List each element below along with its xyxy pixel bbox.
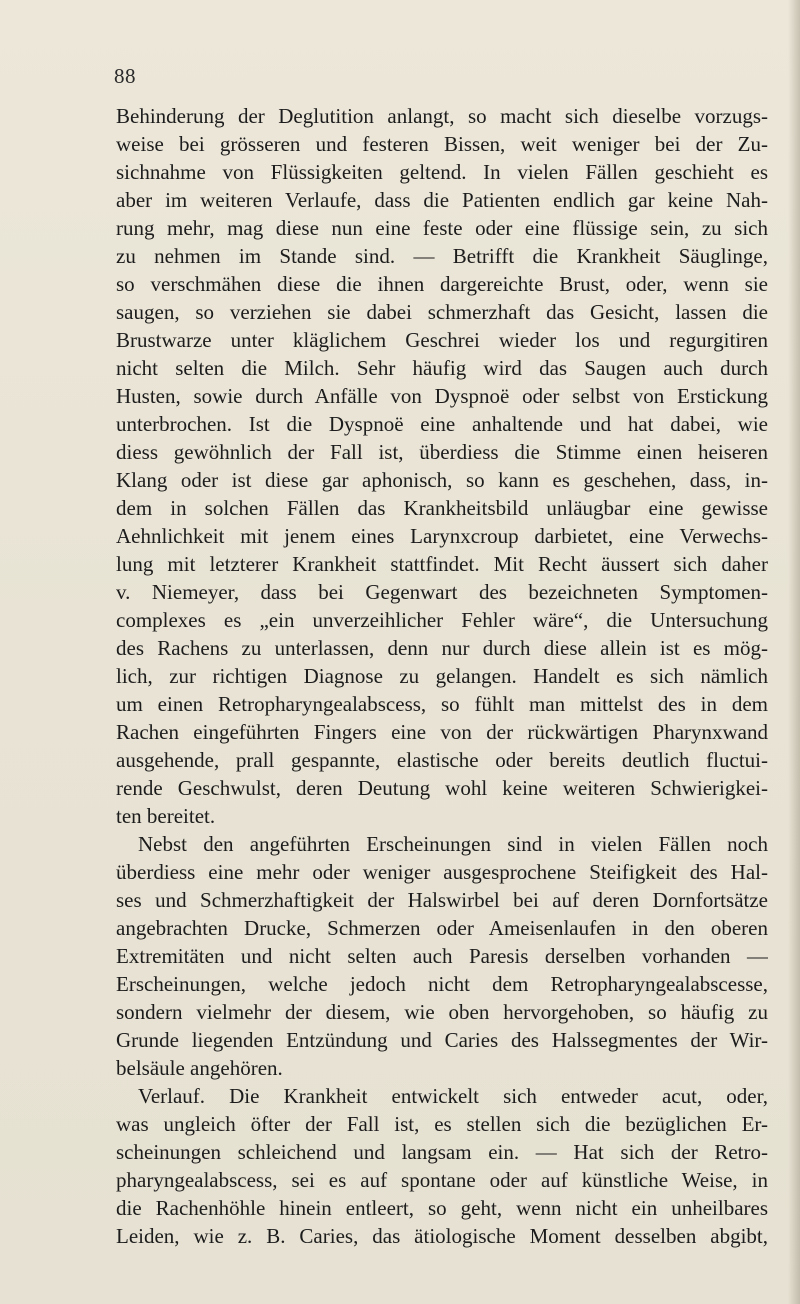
- text-line: weise bei grösseren und festeren Bissen, weit weniger bei der Zu-: [116, 132, 768, 156]
- text-line: Klang oder ist diese gar aphonisch, so kann es geschehen, dass, in-: [116, 468, 768, 492]
- text-line: belsäule angehören.: [116, 1056, 283, 1080]
- text-line: um einen Retropharyngealabscess, so fühlt man mittelst des in dem: [116, 692, 768, 716]
- text-line: überdiess eine mehr oder weniger ausgesprochene Steifigkeit des Hal-: [116, 860, 768, 884]
- text-line: rende Geschwulst, deren Deutung wohl keine weiteren Schwierigkei-: [116, 776, 768, 800]
- text-line: Erscheinungen, welche jedoch nicht dem Retropharyngealabscesse,: [116, 972, 768, 996]
- text-line: ten bereitet.: [116, 804, 216, 828]
- text-line: lich, zur richtigen Diagnose zu gelangen. Handelt es sich nämlich: [116, 664, 768, 688]
- text-line: die Rachenhöhle hinein entleert, so geht, wenn nicht ein unheilbares: [116, 1196, 768, 1220]
- text-line: Extremitäten und nicht selten auch Paresis derselben vorhanden —: [116, 944, 768, 968]
- text-line: Aehnlichkeit mit jenem eines Larynxcroup darbietet, eine Verwechs-: [116, 524, 768, 548]
- page-number: 88: [114, 64, 136, 88]
- text-line: Nebst den angeführten Erscheinungen sind in vielen Fällen noch: [138, 832, 768, 856]
- text-line: scheinungen schleichend und langsam ein. — Hat sich der Retro-: [116, 1140, 768, 1164]
- text-line: aber im weiteren Verlaufe, dass die Patienten endlich gar keine Nah-: [116, 188, 768, 212]
- text-line: nicht selten die Milch. Sehr häufig wird das Saugen auch durch: [116, 356, 768, 380]
- text-line: Rachen eingeführten Fingers eine von der rückwärtigen Pharynxwand: [116, 720, 768, 744]
- text-line: Behinderung der Deglutition anlangt, so macht sich dieselbe vorzugs-: [116, 104, 768, 128]
- text-line: des Rachens zu unterlassen, denn nur durch diese allein ist es mög-: [116, 636, 768, 660]
- text-line: zu nehmen im Stande sind. — Betrifft die Krankheit Säuglinge,: [116, 244, 768, 268]
- text-line: v. Niemeyer, dass bei Gegenwart des bezeichneten Symptomen-: [116, 580, 768, 604]
- text-line: was ungleich öfter der Fall ist, es stellen sich die bezüglichen Er-: [116, 1112, 768, 1136]
- text-line: saugen, so verziehen sie dabei schmerzhaft das Gesicht, lassen die: [116, 300, 768, 324]
- text-line: Leiden, wie z. B. Caries, das ätiologische Moment desselben abgibt,: [116, 1224, 768, 1248]
- text-line: Husten, sowie durch Anfälle von Dyspnoë oder selbst von Erstickung: [116, 384, 768, 408]
- text-line: dem in solchen Fällen das Krankheitsbild unläugbar eine gewisse: [116, 496, 768, 520]
- text-line: Grunde liegenden Entzündung und Caries des Halssegmentes der Wir-: [116, 1028, 768, 1052]
- text-line: Verlauf. Die Krankheit entwickelt sich entweder acut, oder,: [138, 1084, 768, 1108]
- text-line: complexes es „ein unverzeihlicher Fehler wäre“, die Untersuchung: [116, 608, 768, 632]
- text-line: sichnahme von Flüssigkeiten geltend. In vielen Fällen geschieht es: [116, 160, 768, 184]
- text-line: angebrachten Drucke, Schmerzen oder Ameisenlaufen in den oberen: [116, 916, 768, 940]
- text-line: pharyngealabscess, sei es auf spontane oder auf künstliche Weise, in: [116, 1168, 768, 1192]
- text-line: ses und Schmerzhaftigkeit der Halswirbel bei auf deren Dornfortsätze: [116, 888, 768, 912]
- text-line: Brustwarze unter kläglichem Geschrei wieder los und regurgitiren: [116, 328, 768, 352]
- text-line: diess gewöhnlich der Fall ist, überdiess die Stimme einen heiseren: [116, 440, 768, 464]
- text-line: rung mehr, mag diese nun eine feste oder eine flüssige sein, zu sich: [116, 216, 768, 240]
- text-line: sondern vielmehr der diesem, wie oben hervorgehoben, so häufig zu: [116, 1000, 768, 1024]
- body-text: [116, 102, 768, 1250]
- page-edge-shadow: [788, 0, 800, 1304]
- text-line: lung mit letzterer Krankheit stattfindet. Mit Recht äussert sich daher: [116, 552, 768, 576]
- text-line: so verschmähen diese die ihnen dargereichte Brust, oder, wenn sie: [116, 272, 768, 296]
- text-line: ausgehende, prall gespannte, elastische oder bereits deutlich fluctui-: [116, 748, 768, 772]
- text-line: unterbrochen. Ist die Dyspnoë eine anhaltende und hat dabei, wie: [116, 412, 768, 436]
